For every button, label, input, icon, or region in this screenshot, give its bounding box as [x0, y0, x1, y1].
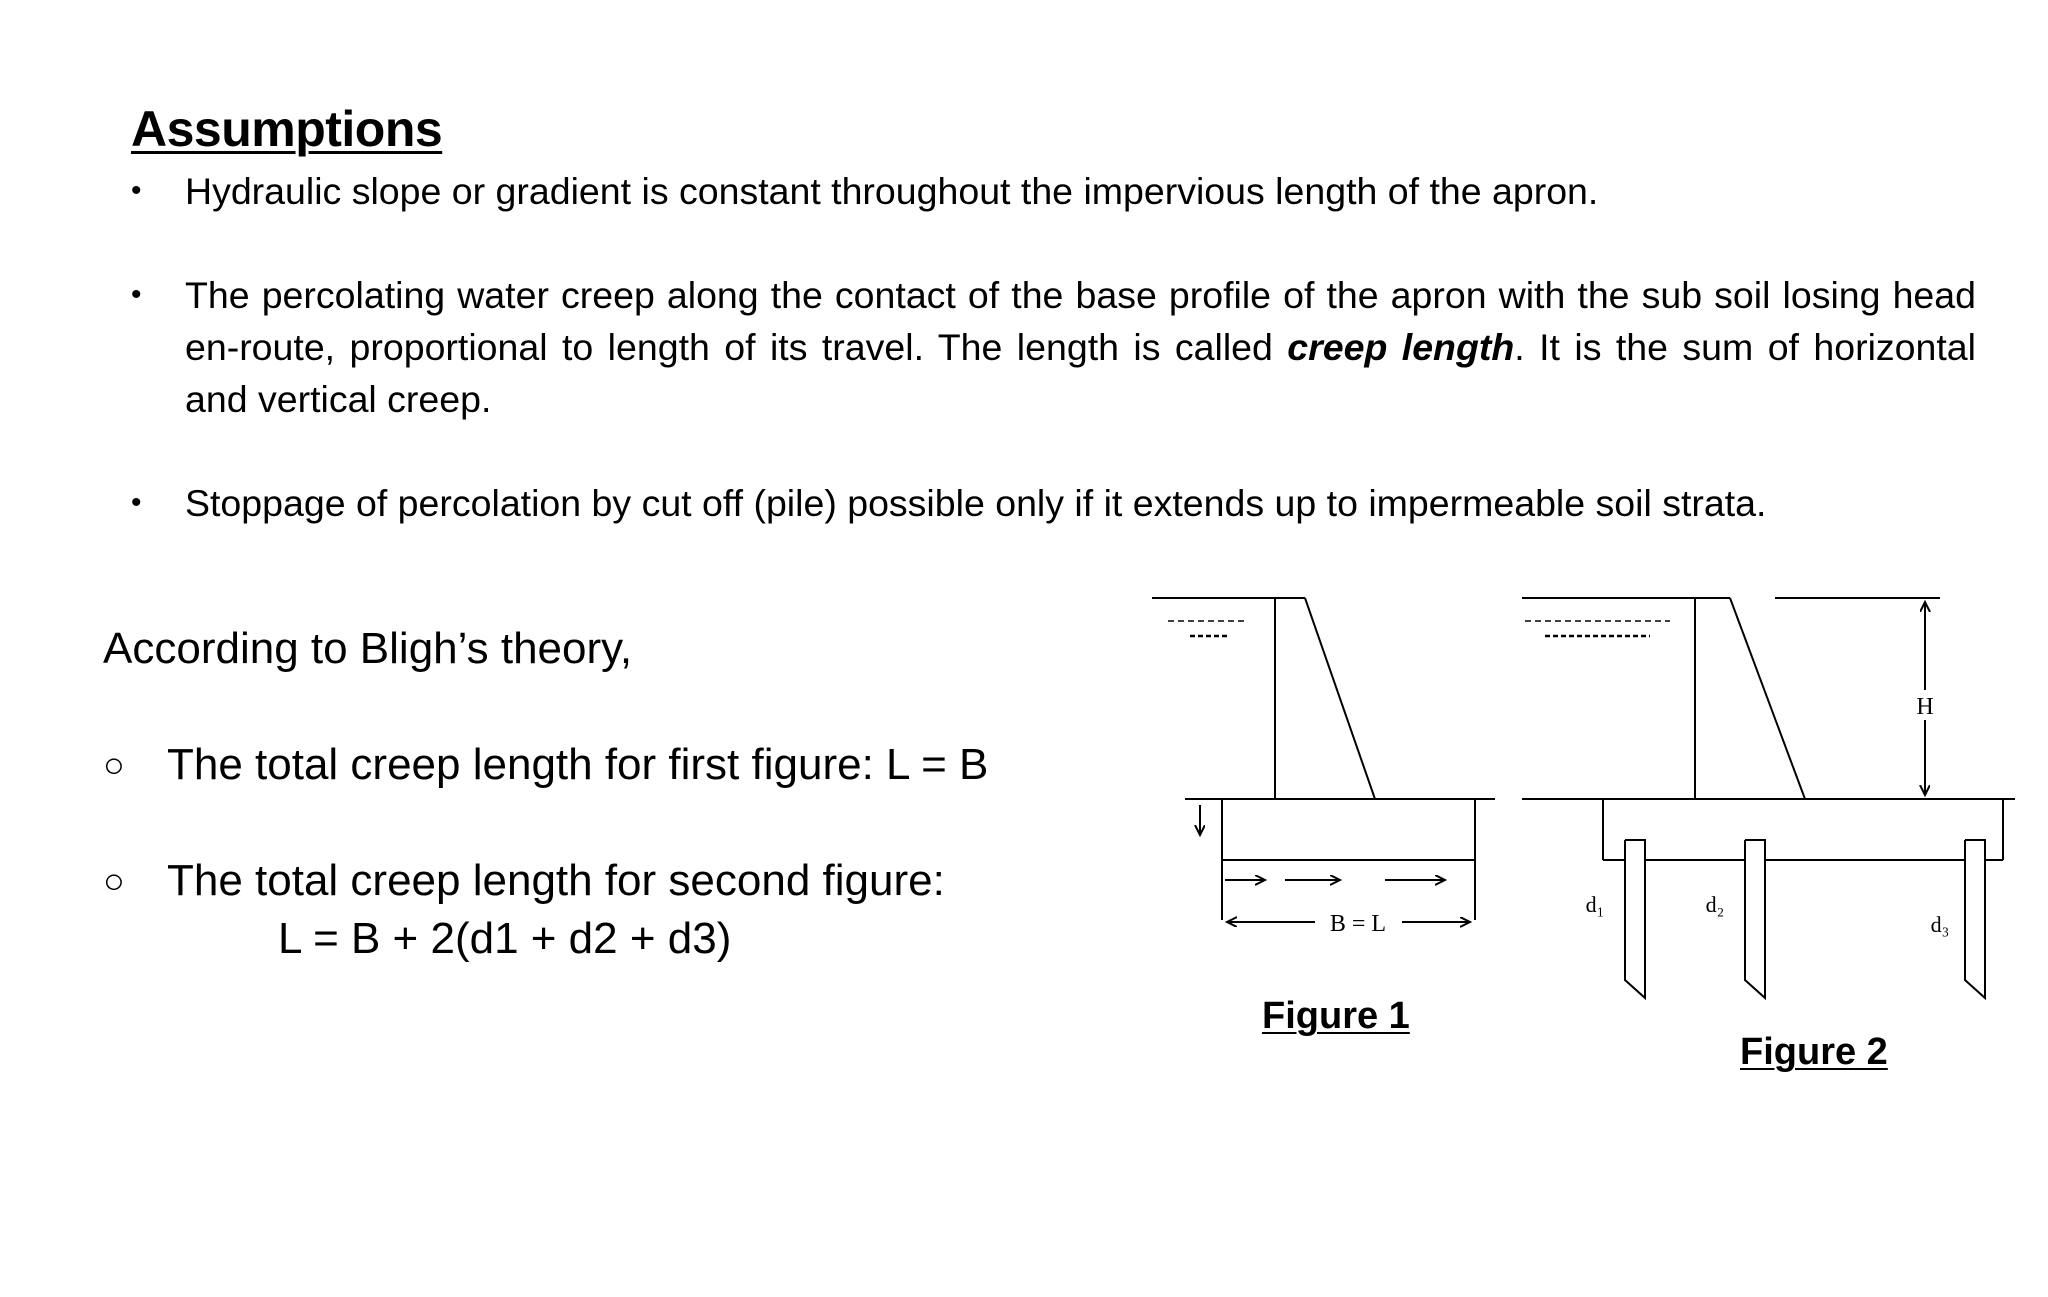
- head-label: H: [1916, 694, 1934, 720]
- assumption-text-1: Hydraulic slope or gradient is constant throughout the impervious length of the apron.: [185, 170, 1599, 212]
- figure-2-caption: Figure 2: [1740, 1031, 1888, 1073]
- figure-1-drawing: [1152, 598, 1495, 922]
- weir-downstream-face: [1305, 598, 1375, 799]
- figure-1-caption: Figure 1: [1262, 995, 1410, 1037]
- assumption-item-3: [131, 477, 1976, 529]
- theory-item-1-text: The total creep length for first figure: L = B: [167, 740, 989, 789]
- circle-bullet: ○: [103, 744, 125, 785]
- bligh-theory-block: [103, 620, 1103, 968]
- creep-formula: L = B + 2(d1 + d2 + d3): [278, 914, 732, 963]
- theory-item-2-text: The total creep length for second figure:: [167, 856, 945, 905]
- bullet-dot: •: [131, 278, 142, 311]
- pile-depth-label-3: d₃: [1930, 912, 1950, 937]
- assumptions-heading: Assumptions: [131, 101, 443, 157]
- bullet-dot: •: [131, 486, 142, 519]
- assumption-text-3: Stoppage of percolation by cut off (pile) possible only if it extends up to impermeable soil strata.: [185, 482, 1767, 524]
- pile-depth-label-2: d₂: [1705, 892, 1725, 917]
- assumptions-list: [131, 165, 1976, 529]
- weir-diagrams: [1140, 590, 2020, 1010]
- sheet-pile-3: [1965, 840, 1985, 998]
- base-length-label: B = L: [1329, 911, 1387, 937]
- creep-length-emphasis: creep length: [1287, 326, 1515, 368]
- pile-depth-label-1: d₁: [1585, 892, 1605, 917]
- assumption-item-2: [131, 269, 1976, 425]
- assumption-text-2a: The percolating water creep along the contact of the base profile of the apron with the sub soil losing head en-route, proportional to length of its travel. The length is called: [185, 274, 1976, 368]
- assumption-item-1: [131, 165, 1976, 217]
- theory-intro: According to Bligh’s theory,: [103, 624, 633, 673]
- assumption-text-2b: . It is the sum of horizontal and vertical creep.: [185, 326, 1976, 420]
- theory-item-2: [103, 852, 1103, 910]
- sheet-pile-2: [1745, 840, 1765, 998]
- theory-item-1: [103, 736, 1103, 794]
- bullet-dot: •: [131, 174, 142, 207]
- weir-downstream-face: [1730, 598, 1805, 799]
- circle-bullet: ○: [103, 860, 125, 901]
- figure-2-drawing: [1522, 598, 2015, 998]
- sheet-pile-1: [1625, 840, 1645, 998]
